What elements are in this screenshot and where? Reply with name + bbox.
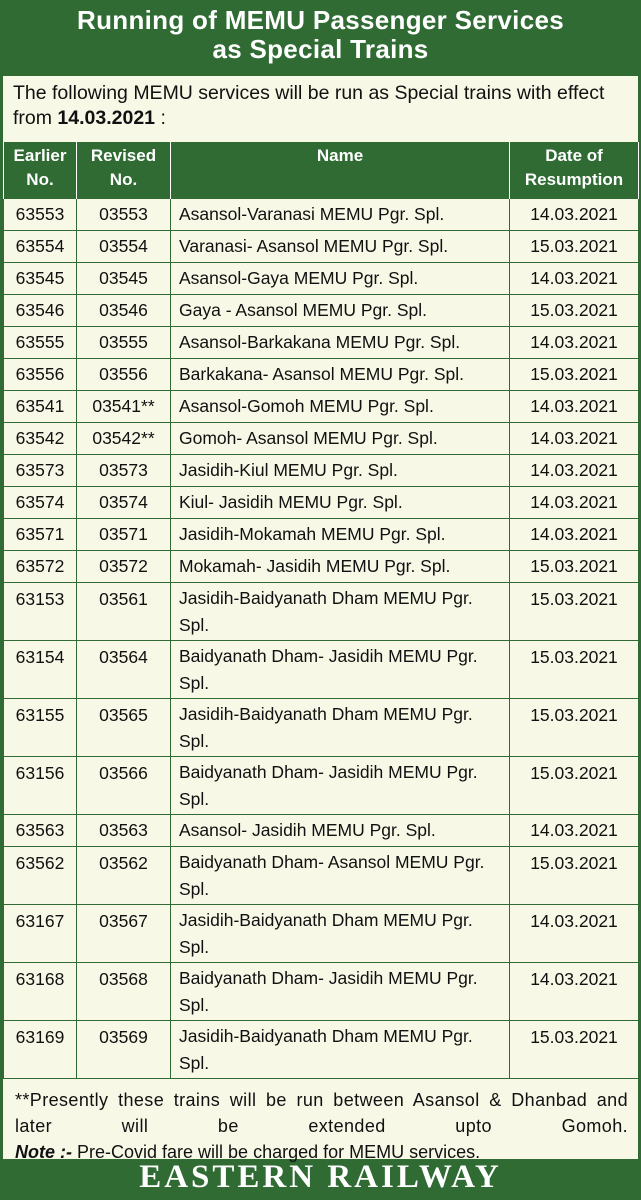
header-earlier-no: Earlier No. bbox=[4, 142, 77, 199]
revised-no-cell: 03562 bbox=[77, 847, 171, 905]
earlier-no-cell: 63153 bbox=[4, 583, 77, 641]
train-name-cell: Baidyanath Dham- Asansol MEMU Pgr. Spl. bbox=[171, 847, 510, 905]
resumption-date-cell: 14.03.2021 bbox=[510, 327, 639, 359]
revised-no-cell: 03541** bbox=[77, 391, 171, 423]
resumption-date-cell: 15.03.2021 bbox=[510, 231, 639, 263]
earlier-no-cell: 63546 bbox=[4, 295, 77, 327]
earlier-no-cell: 63541 bbox=[4, 391, 77, 423]
train-name-cell: Kiul- Jasidih MEMU Pgr. Spl. bbox=[171, 487, 510, 519]
revised-no-cell: 03567 bbox=[77, 905, 171, 963]
resumption-date-cell: 15.03.2021 bbox=[510, 583, 639, 641]
note-text: Pre-Covid fare will be charged for MEMU services. bbox=[72, 1142, 481, 1162]
train-name-cell: Asansol-Varanasi MEMU Pgr. Spl. bbox=[171, 199, 510, 231]
revised-no-cell: 03571 bbox=[77, 519, 171, 551]
earlier-no-cell: 63572 bbox=[4, 551, 77, 583]
earlier-no-cell: 63167 bbox=[4, 905, 77, 963]
footnote bbox=[3, 1079, 638, 1165]
table-row bbox=[4, 1021, 639, 1079]
table-row bbox=[4, 391, 639, 423]
train-name-cell: Asansol-Gomoh MEMU Pgr. Spl. bbox=[171, 391, 510, 423]
table-row bbox=[4, 455, 639, 487]
resumption-date-cell: 15.03.2021 bbox=[510, 551, 639, 583]
earlier-no-cell: 63574 bbox=[4, 487, 77, 519]
resumption-date-cell: 14.03.2021 bbox=[510, 391, 639, 423]
intro-lead: The following MEMU services will be run as Special trains with effect from bbox=[13, 82, 605, 129]
earlier-no-cell: 63553 bbox=[4, 199, 77, 231]
train-name-cell: Jasidih-Baidyanath Dham MEMU Pgr. Spl. bbox=[171, 905, 510, 963]
resumption-date-cell: 14.03.2021 bbox=[510, 423, 639, 455]
table-row bbox=[4, 423, 639, 455]
table-row bbox=[4, 359, 639, 391]
earlier-no-cell: 63154 bbox=[4, 641, 77, 699]
revised-no-cell: 03568 bbox=[77, 963, 171, 1021]
title-line-2: as Special Trains bbox=[212, 34, 429, 64]
table-row bbox=[4, 327, 639, 359]
resumption-date-cell: 14.03.2021 bbox=[510, 263, 639, 295]
earlier-no-cell: 63156 bbox=[4, 757, 77, 815]
train-name-cell: Jasidih-Kiul MEMU Pgr. Spl. bbox=[171, 455, 510, 487]
title-line-1: Running of MEMU Passenger Services bbox=[77, 5, 564, 35]
earlier-no-cell: 63563 bbox=[4, 815, 77, 847]
resumption-date-cell: 15.03.2021 bbox=[510, 641, 639, 699]
train-name-cell: Gaya - Asansol MEMU Pgr. Spl. bbox=[171, 295, 510, 327]
train-name-cell: Barkakana- Asansol MEMU Pgr. Spl. bbox=[171, 359, 510, 391]
train-name-cell: Asansol- Jasidih MEMU Pgr. Spl. bbox=[171, 815, 510, 847]
revised-no-cell: 03566 bbox=[77, 757, 171, 815]
resumption-date-cell: 15.03.2021 bbox=[510, 295, 639, 327]
table-row bbox=[4, 231, 639, 263]
intro-text bbox=[3, 76, 638, 142]
table-row bbox=[4, 847, 639, 905]
table-row bbox=[4, 295, 639, 327]
table-row bbox=[4, 641, 639, 699]
earlier-no-cell: 63545 bbox=[4, 263, 77, 295]
resumption-date-cell: 15.03.2021 bbox=[510, 699, 639, 757]
page-title bbox=[0, 0, 641, 72]
earlier-no-cell: 63573 bbox=[4, 455, 77, 487]
earlier-no-cell: 63155 bbox=[4, 699, 77, 757]
table-header bbox=[4, 142, 639, 199]
table-row bbox=[4, 757, 639, 815]
table-row bbox=[4, 551, 639, 583]
train-name-cell: Jasidih-Baidyanath Dham MEMU Pgr. Spl. bbox=[171, 583, 510, 641]
train-name-cell: Asansol-Barkakana MEMU Pgr. Spl. bbox=[171, 327, 510, 359]
train-name-cell: Jasidih-Baidyanath Dham MEMU Pgr. Spl. bbox=[171, 699, 510, 757]
earlier-no-cell: 63542 bbox=[4, 423, 77, 455]
resumption-date-cell: 14.03.2021 bbox=[510, 963, 639, 1021]
earlier-no-cell: 63571 bbox=[4, 519, 77, 551]
earlier-no-cell: 63556 bbox=[4, 359, 77, 391]
table-row bbox=[4, 905, 639, 963]
revised-no-cell: 03546 bbox=[77, 295, 171, 327]
table-row bbox=[4, 815, 639, 847]
resumption-date-cell: 14.03.2021 bbox=[510, 519, 639, 551]
train-name-cell: Asansol-Gaya MEMU Pgr. Spl. bbox=[171, 263, 510, 295]
table-row bbox=[4, 487, 639, 519]
revised-no-cell: 03563 bbox=[77, 815, 171, 847]
table-body bbox=[4, 199, 639, 1079]
revised-no-cell: 03574 bbox=[77, 487, 171, 519]
intro-date: 14.03.2021 bbox=[57, 107, 156, 129]
revised-no-cell: 03573 bbox=[77, 455, 171, 487]
resumption-date-cell: 14.03.2021 bbox=[510, 455, 639, 487]
earlier-no-cell: 63168 bbox=[4, 963, 77, 1021]
revised-no-cell: 03545 bbox=[77, 263, 171, 295]
header-name: Name bbox=[171, 142, 510, 199]
table-row bbox=[4, 699, 639, 757]
earlier-no-cell: 63555 bbox=[4, 327, 77, 359]
table-row bbox=[4, 583, 639, 641]
eastern-railway-brand: EASTERN RAILWAY bbox=[139, 1159, 502, 1195]
resumption-date-cell: 14.03.2021 bbox=[510, 905, 639, 963]
train-name-cell: Varanasi- Asansol MEMU Pgr. Spl. bbox=[171, 231, 510, 263]
revised-no-cell: 03565 bbox=[77, 699, 171, 757]
resumption-date-cell: 15.03.2021 bbox=[510, 1021, 639, 1079]
train-name-cell: Gomoh- Asansol MEMU Pgr. Spl. bbox=[171, 423, 510, 455]
revised-no-cell: 03556 bbox=[77, 359, 171, 391]
train-name-cell: Baidyanath Dham- Jasidih MEMU Pgr. Spl. bbox=[171, 757, 510, 815]
earlier-no-cell: 63554 bbox=[4, 231, 77, 263]
note-label: Note :- bbox=[15, 1142, 72, 1162]
table-row bbox=[4, 519, 639, 551]
table-row bbox=[4, 263, 639, 295]
train-name-cell: Baidyanath Dham- Jasidih MEMU Pgr. Spl. bbox=[171, 641, 510, 699]
revised-no-cell: 03569 bbox=[77, 1021, 171, 1079]
header-date-of-resumption: Date of Resumption bbox=[510, 142, 639, 199]
train-table bbox=[3, 142, 639, 1079]
revised-no-cell: 03542** bbox=[77, 423, 171, 455]
resumption-date-cell: 15.03.2021 bbox=[510, 359, 639, 391]
train-name-cell: Mokamah- Jasidih MEMU Pgr. Spl. bbox=[171, 551, 510, 583]
train-name-cell: Jasidih-Mokamah MEMU Pgr. Spl. bbox=[171, 519, 510, 551]
resumption-date-cell: 14.03.2021 bbox=[510, 199, 639, 231]
revised-no-cell: 03555 bbox=[77, 327, 171, 359]
header-revised-no: Revised No. bbox=[77, 142, 171, 199]
table-row bbox=[4, 963, 639, 1021]
resumption-date-cell: 15.03.2021 bbox=[510, 757, 639, 815]
train-name-cell: Jasidih-Baidyanath Dham MEMU Pgr. Spl. bbox=[171, 1021, 510, 1079]
asterisk-note: **Presently these trains will be run between Asansol & Dhanbad and later will be extended upto Gomoh. bbox=[15, 1090, 628, 1136]
train-name-cell: Baidyanath Dham- Jasidih MEMU Pgr. Spl. bbox=[171, 963, 510, 1021]
intro-tail: : bbox=[155, 107, 166, 129]
revised-no-cell: 03553 bbox=[77, 199, 171, 231]
resumption-date-cell: 14.03.2021 bbox=[510, 487, 639, 519]
revised-no-cell: 03572 bbox=[77, 551, 171, 583]
resumption-date-cell: 14.03.2021 bbox=[510, 815, 639, 847]
content-panel bbox=[3, 76, 638, 1162]
revised-no-cell: 03554 bbox=[77, 231, 171, 263]
earlier-no-cell: 63169 bbox=[4, 1021, 77, 1079]
revised-no-cell: 03564 bbox=[77, 641, 171, 699]
resumption-date-cell: 15.03.2021 bbox=[510, 847, 639, 905]
earlier-no-cell: 63562 bbox=[4, 847, 77, 905]
revised-no-cell: 03561 bbox=[77, 583, 171, 641]
table-row bbox=[4, 199, 639, 231]
